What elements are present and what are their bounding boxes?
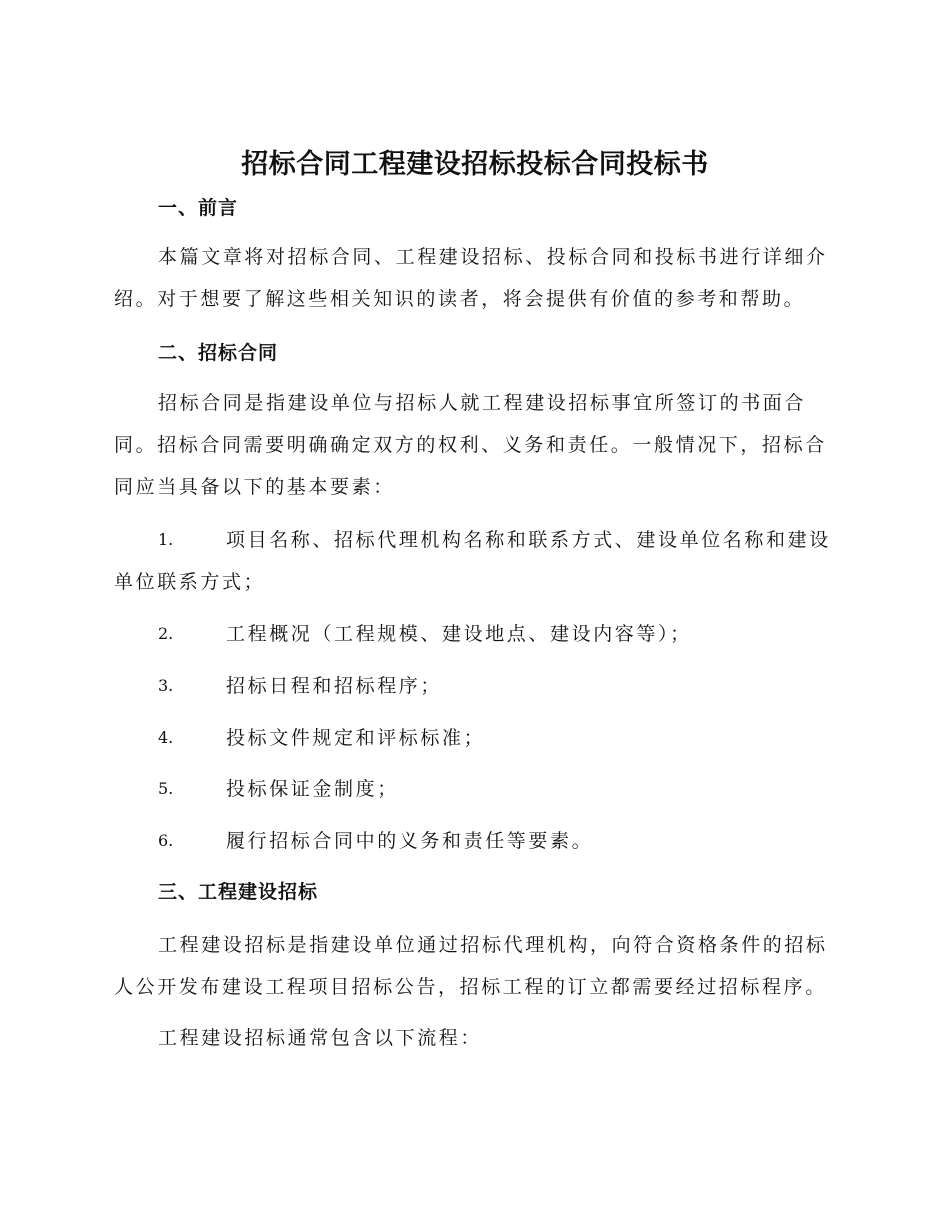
list-text: 投标保证金制度； — [226, 778, 399, 800]
list-text: 招标日程和招标程序； — [226, 675, 443, 697]
tender-contract-paragraph: 招标合同是指建设单位与招标人就工程建设招标事宜所签订的书面合同。招标合同需要明确确定双方的权利、义务和责任。一般情况下，招标合同应当具备以下的基本要素： — [114, 392, 827, 498]
list-number: 6. — [158, 831, 174, 850]
list-item-4 — [114, 717, 834, 759]
list-text: 工程概况（工程规模、建设地点、建设内容等）； — [226, 623, 692, 645]
construction-tender-paragraph: 工程建设招标是指建设单位通过招标代理机构，向符合资格条件的招标人公开发布建设工程项目招标公告，招标工程的订立都需要经过招标程序。 — [114, 934, 828, 998]
list-number: 4. — [158, 728, 174, 747]
list-text-line2: 单位联系方式； — [114, 571, 266, 593]
preface-paragraph: 本篇文章将对招标合同、工程建设招标、投标合同和投标书进行详细介绍。对于想要了解这些相关知识的读者，将会提供有价值的参考和帮助。 — [114, 246, 828, 310]
list-number: 3. — [158, 676, 174, 695]
list-item-1 — [114, 519, 834, 603]
construction-tender-process-intro: 工程建设招标通常包含以下流程： — [158, 1027, 483, 1049]
list-text-line1: 项目名称、招标代理机构名称和联系方式、建设单位名称和建设 — [226, 529, 831, 551]
list-item-2 — [114, 613, 834, 655]
list-item-3 — [114, 665, 834, 707]
list-number: 2. — [158, 624, 174, 643]
list-number: 5. — [158, 779, 174, 798]
section-heading-preface: 一、前言 — [158, 197, 239, 219]
section-heading-tender-contract: 二、招标合同 — [158, 342, 279, 364]
section-heading-construction-tender: 三、工程建设招标 — [158, 881, 319, 903]
list-item-5 — [114, 768, 834, 810]
list-number: 1. — [158, 530, 174, 549]
list-item-6 — [114, 820, 834, 862]
list-text: 投标文件规定和评标标准； — [226, 727, 486, 749]
list-text: 履行招标合同中的义务和责任等要素。 — [226, 830, 594, 852]
document-title: 招标合同工程建设招标投标合同投标书 — [241, 149, 709, 180]
